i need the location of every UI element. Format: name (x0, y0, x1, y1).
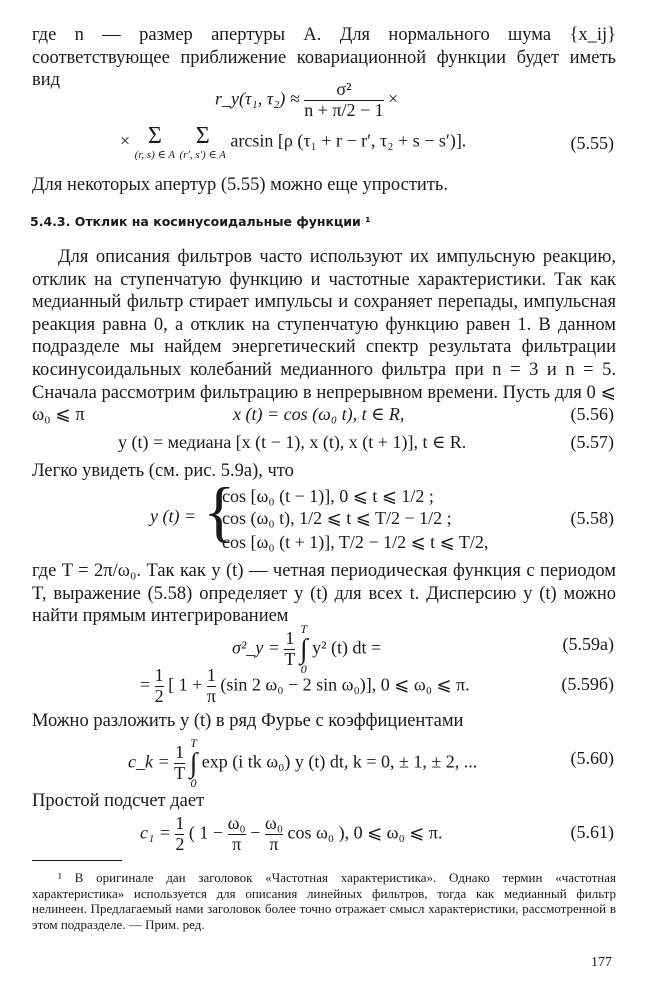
eq561-fraction-2-num: ω₀ (227, 813, 246, 833)
section-heading: 5.4.3. Отклик на косинусоидальные функции ¹ (30, 214, 371, 229)
eq561-fraction-num: 1 (175, 813, 185, 833)
eq561-minus: − (250, 822, 261, 843)
equation-5-57: y (t) = медиана [x (t − 1), x (t), x (t + 1)], t ∈ R. (118, 432, 467, 452)
equation-5-56: x (t) = cos (ω₀ t), t ∈ R, (233, 404, 405, 424)
equation-number-5-59b: (5.59б) (561, 674, 614, 694)
eq560-lhs: c_k = (128, 751, 170, 772)
eq559a-fraction-den: T (284, 649, 296, 670)
eq561-open: ( 1 − (188, 822, 224, 843)
eq555-times: × (388, 88, 399, 109)
equation-5-61 (140, 814, 442, 855)
paragraph-easy-to-see: Легко увидеть (см. рис. 5.9а), что (32, 461, 294, 481)
eq560-int-top: T (190, 736, 197, 750)
eq559a-body: y² (t) dt = (312, 637, 382, 658)
equation-5-55-line2 (120, 124, 466, 161)
eq555-sum-outer-sub: (r, s) ∈ A (134, 149, 175, 161)
eq555-body: arcsin [ρ (τ₁ + r − r′, τ₂ + s − s′)]. (230, 130, 467, 151)
paragraph-simplify: Для некоторых апертур (5.55) можно еще упростить. (32, 175, 448, 195)
eq560-fraction-num: 1 (175, 742, 185, 763)
sigma-symbol-outer: Σ (147, 123, 162, 149)
integral-icon: ∫ (299, 634, 308, 665)
eq560-fraction-den: T (174, 763, 186, 784)
equation-number-5-59a: (5.59а) (562, 634, 614, 654)
eq561-fraction-den: 2 (175, 833, 185, 854)
sigma-symbol-inner: Σ (195, 123, 210, 149)
paragraph-aperture: где n — размер апертуры A. Для нормального шума {x_ij} соответствующее приближение ковариационной функции будет иметь вид (32, 25, 616, 91)
eq559b-body: (sin 2 ω₀ − 2 sin ω₀)], 0 ⩽ ω₀ ⩽ π. (220, 674, 470, 695)
eq559b-fraction-num: 1 (154, 665, 164, 685)
eq559a-fraction-num: 1 (285, 628, 295, 649)
paragraph-period: где T = 2π/ω₀. Так как y (t) — четная периодическая функция с периодом T, выражение (5.58) определяет y (t) для всех t. Дисперсию y (t) можно найти прямым интегрированием (32, 561, 616, 627)
integral-icon: ∫ (189, 748, 198, 779)
eq555-sum-inner-sub: (r′, s′) ∈ A (179, 149, 226, 161)
equation-number-5-57: (5.57) (570, 432, 614, 452)
eq555-sum-inner (180, 124, 226, 161)
eq559b-open: [ 1 + (168, 674, 203, 695)
eq559a-fraction (284, 629, 295, 670)
footnote-divider (32, 860, 122, 861)
footnote-text: ¹ В оригинале дан заголовок «Частотная характеристика». Однако термин «частотная характеристика» используется для описания линейных фильтров, тогда как медианный фильтр нелинеен. Предлагаемый нами заголовок более точно отражает смысл характеристики, рассмотренной в этом подразделе. — Прим. ред. (32, 870, 616, 932)
eq561-fraction-3 (265, 814, 283, 855)
eq555-fraction-den: n + π/2 − 1 (304, 99, 384, 120)
eq558-case-3: cos [ω₀ (t + 1)], T/2 − 1/2 ⩽ t ⩽ T/2, (222, 532, 489, 552)
eq560-integral (190, 736, 198, 791)
equation-number-5-61: (5.61) (570, 822, 614, 842)
paragraph-main: Для описания фильтров часто используют их импульсную реакцию, отклик на ступенчатую функцию и частотные характеристики. Так как медианный фильтр стирает импульсы и сохраняет перепады, импульсная реакция равна 0, а отклик на ступенчатую функцию равен 1. В данном подразделе мы найдем энергетический спектр результата фильтрации косинусоидальных колебаний медианного фильтра при n = 3 и n = 5. Сначала рассмотрим фильтрацию в непрерывном времени. Пусть для 0 ⩽ ω₀ ⩽ π (32, 247, 616, 426)
eq559b-fraction (155, 666, 164, 707)
equation-number-5-58: (5.58) (570, 508, 614, 528)
equation-5-60 (128, 736, 477, 791)
equation-number-5-56: (5.56) (570, 404, 614, 424)
eq555-times-lead: × (120, 130, 131, 151)
eq559a-int-bot: 0 (300, 662, 307, 677)
eq555-sum-outer (135, 124, 175, 161)
eq561-lhs: c₁ = (140, 822, 171, 843)
eq559b-fraction-2-num: 1 (206, 665, 216, 685)
eq558-case-2: cos (ω₀ t), 1/2 ⩽ t ⩽ T/2 − 1/2 ; (222, 508, 452, 528)
eq555-fraction (304, 80, 383, 121)
eq559a-lhs: σ²_y = (232, 637, 280, 658)
eq559a-int-top: T (300, 622, 308, 636)
eq561-fraction-3-den: π (265, 834, 283, 855)
eq558-case-1: cos [ω₀ (t − 1)], 0 ⩽ t ⩽ 1/2 ; (222, 486, 434, 506)
page-number: 177 (591, 955, 612, 970)
left-brace-icon: { (203, 473, 236, 549)
eq561-fraction (175, 814, 184, 855)
paragraph-fourier: Можно разложить y (t) в ряд Фурье с коэффициентами (32, 711, 464, 731)
eq560-fraction (174, 743, 185, 784)
eq561-fraction-2 (228, 814, 246, 855)
eq559b-fraction-den: 2 (154, 685, 164, 706)
eq559b-lead: = (140, 674, 151, 695)
eq555-lhs: r_y(τ₁, τ₂) ≈ (215, 88, 300, 109)
eq555-fraction-num: σ² (336, 79, 352, 99)
eq559b-fraction-2-den: π (206, 685, 216, 706)
equation-5-59b (140, 666, 470, 707)
equation-number-5-55: (5.55) (570, 133, 614, 153)
eq559b-fraction-2 (207, 666, 216, 707)
eq560-body: exp (i tk ω₀) y (t) dt, k = 0, ± 1, ± 2, ... (201, 751, 478, 772)
paragraph-simple-count: Простой подсчет дает (32, 791, 205, 811)
equation-5-55-line1 (215, 80, 398, 121)
eq561-fraction-2-den: π (228, 834, 246, 855)
eq561-fraction-3-num: ω₀ (264, 813, 283, 833)
eq561-body: cos ω₀ ), 0 ⩽ ω₀ ⩽ π. (287, 822, 443, 843)
eq560-int-bot: 0 (190, 776, 197, 791)
equation-number-5-60: (5.60) (570, 748, 614, 768)
eq558-lhs: y (t) = (150, 506, 197, 526)
